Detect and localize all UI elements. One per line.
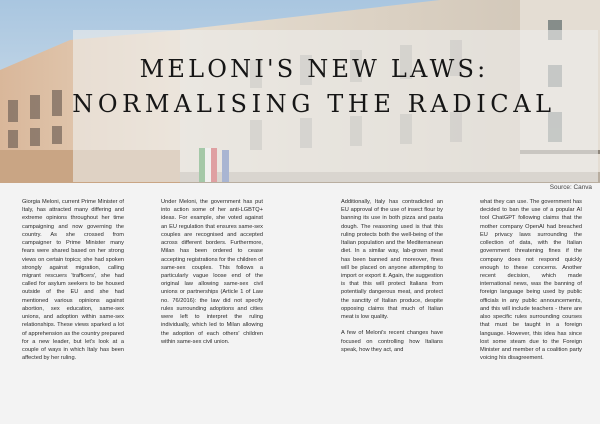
hero-image [0,0,600,183]
text-column-4 [480,198,582,362]
text-column-2 [161,198,263,346]
article-title-line-2: NORMALISING THE RADICAL [72,90,556,118]
text-column-3 [341,198,443,354]
paragraph: A few of Meloni's recent changes have focused on controlling how Italians speak, how they act, and [341,330,443,353]
paragraph: Giorgia Meloni, current Prime Minister of Italy, has attracted many differing and extreme opinions throughout her time campaigning and now governing the country. As she crossed from campaigner to Prime Minister many fears were shared based on her strong views on certain topics; she had spoken strongly against migration, calling migrant rescuers 'trafficers', she had called for asylum seekers to be housed outside of the EU and she had mentioned various opinions against abortion, sex education, same-sex unions, and adoption within same-sex relationships. These views sparked a lot of apprehension as the country prepared for a new leader, but let's look at a couple of ways in which Italy has been affected by her ruling. [22,199,124,362]
text-column-1 [22,198,124,362]
article-title-line-1: MELONI'S NEW LAWS: [139,55,489,83]
paragraph: Under Meloni, the government has put into action some of her anti-LGBTQ+ ideas. For example, she voted against an EU regulation that ensures same-sex couples are recognised and accepted across different borders. Furthermore, Milan has been ordered to cease accepting registrations for the children of same-sex couples. This follows a particularly vague loose end of the original law allowing same-sex civil unions or partnerships (Article 1 of Law no. 76/2016): the law did not specify rules surrounding adoptions and cities were left to interpret the ruling individually, which led to Milan allowing the adoption of each others' children within same-sex civil union. [161,199,263,345]
image-credit: Source: Canva [549,184,592,191]
paragraph: Additionally, Italy has contradicted an EU approval of the use of insect flour by banning its use in both pizza and pasta dough. The reasoning used is that this ruling protects both the well-being of the Italian population and the Mediterranean diet. In a similar way, lab-grown meat has been banned and moreover, fines will be placed on anyone attempting to import or export it. Again, the suggestion is that this will protect Italians from potentially dangerous meat, and protect the sanctity of Italian produce, despite opposing claims that much of Italian meat is low quality. [341,199,443,321]
paragraph: what they can use. The government has decided to ban the use of a popular AI tool ChatGPT following claims that the mother company OpenAI had breached EU privacy laws surrounding the collection of data, with the Italian government threatening fines if the company does not respond quickly enough to these concerns. Another recent decision, which made international news, was the banning of foreign language being used by public officials in any public announcements, and this will include teachers - there are also specific rules surrounding courses that must be taught in a foreign language. However, this idea has since lost some steam due to the Foreign Minister and member of a coalition party voicing his disagreement. [480,199,582,362]
